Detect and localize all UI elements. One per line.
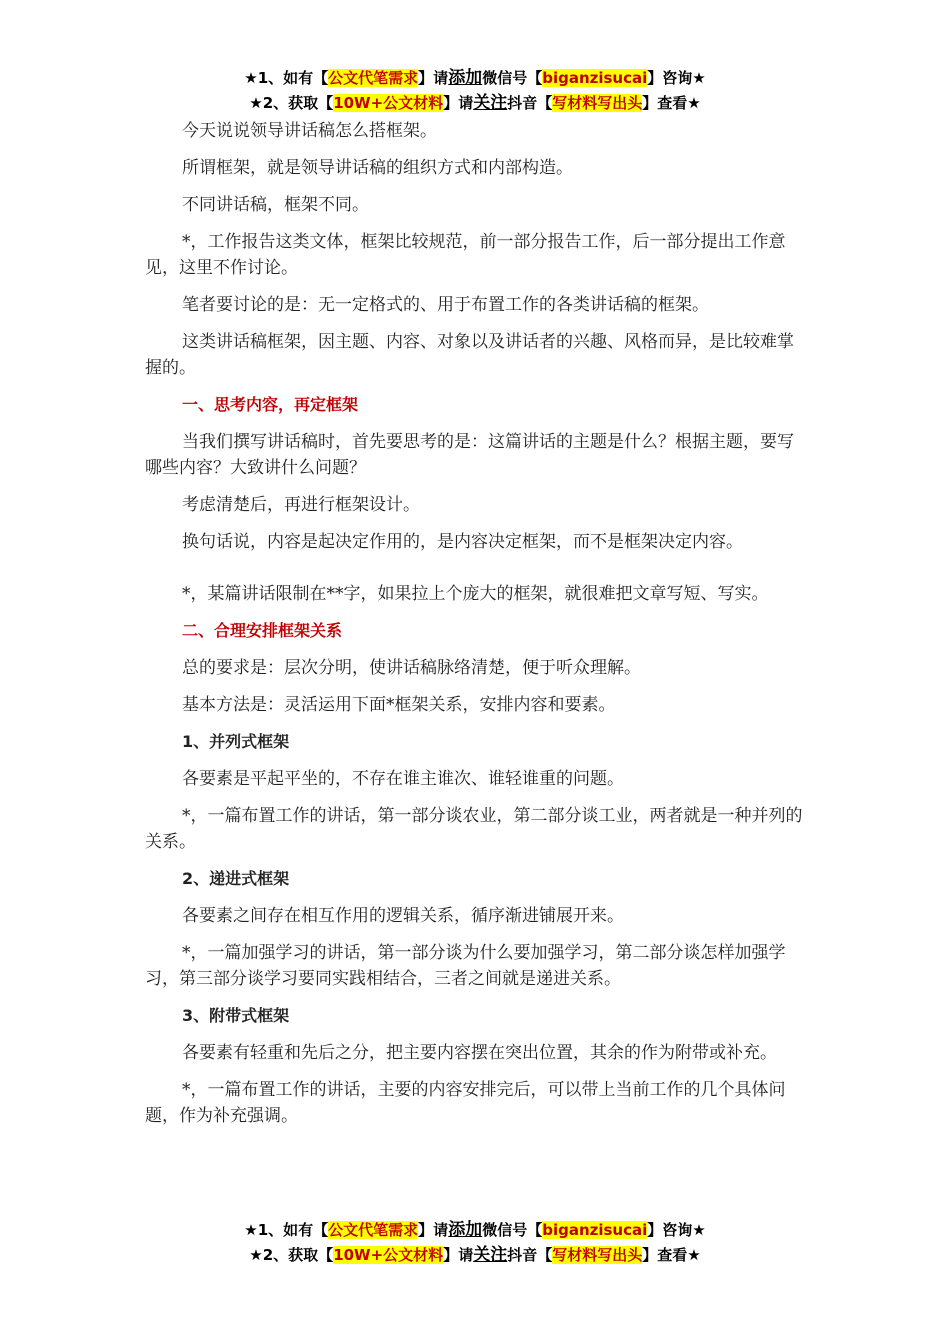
paragraph: *，一篇加强学习的讲话，第一部分谈为什么要加强学习，第二部分谈怎样加强学习，第三部分谈学习要同实践相结合，三者之间就是递进关系。 bbox=[145, 943, 786, 989]
paragraph: 今天说说领导讲话稿怎么搭框架。 bbox=[182, 121, 437, 141]
banner-highlight: biganzisucai bbox=[542, 69, 648, 87]
paragraph: 换句话说，内容是起决定作用的，是内容决定框架，而不是框架决定内容。 bbox=[182, 532, 743, 552]
banner-emphasis: 添加 bbox=[448, 68, 483, 88]
paragraph: *，某篇讲话限制在**字，如果拉上个庞大的框架，就很难把文章写短、写实。 bbox=[182, 584, 769, 604]
banner-highlight: 公文代笔需求 bbox=[328, 69, 419, 87]
section-heading-2: 二、合理安排框架关系 bbox=[182, 621, 343, 640]
banner-highlight: 10W+公文材料 bbox=[333, 94, 444, 112]
paragraph: 各要素是平起平坐的，不存在谁主谁次、谁轻谁重的问题。 bbox=[182, 769, 624, 789]
banner-highlight: 10W+公文材料 bbox=[333, 1246, 444, 1264]
banner-text: ★1、如有【 bbox=[244, 69, 329, 87]
banner-line-2 bbox=[0, 1243, 950, 1268]
banner-highlight: 写材料写出头 bbox=[552, 94, 643, 112]
banner-text: ★2、获取【 bbox=[249, 94, 334, 112]
banner-text: 】查看★ bbox=[642, 94, 701, 112]
paragraph: 这类讲话稿框架，因主题、内容、对象以及讲话者的兴趣、风格而异，是比较难掌握的。 bbox=[145, 332, 794, 378]
banner-text: 微信号【 bbox=[482, 1221, 543, 1239]
banner-text: ★2、获取【 bbox=[249, 1246, 334, 1264]
banner-emphasis: 关注 bbox=[473, 93, 508, 113]
banner-highlight: biganzisucai bbox=[542, 1221, 648, 1239]
paragraph: 总的要求是：层次分明，使讲话稿脉络清楚，便于听众理解。 bbox=[182, 658, 641, 678]
paragraph: 基本方法是：灵活运用下面*框架关系，安排内容和要素。 bbox=[182, 695, 616, 715]
section-heading-1: 一、思考内容，再定框架 bbox=[182, 395, 359, 414]
paragraph: 不同讲话稿，框架不同。 bbox=[182, 195, 369, 215]
banner-line-1 bbox=[0, 1218, 950, 1243]
banner-line-2 bbox=[0, 91, 950, 116]
paragraph: 各要素之间存在相互作用的逻辑关系，循序渐进铺展开来。 bbox=[182, 906, 624, 926]
banner-text: 】咨询★ bbox=[647, 69, 706, 87]
subsection-heading-3: 3、附带式框架 bbox=[182, 1006, 290, 1025]
banner-emphasis: 添加 bbox=[448, 1220, 483, 1240]
paragraph: 所谓框架，就是领导讲话稿的组织方式和内部构造。 bbox=[182, 158, 573, 178]
banner-emphasis: 关注 bbox=[473, 1245, 508, 1265]
bottom-banner bbox=[0, 1218, 950, 1268]
spacer bbox=[145, 555, 810, 581]
banner-text: 】请 bbox=[443, 1246, 474, 1264]
paragraph: 考虑清楚后，再进行框架设计。 bbox=[182, 495, 420, 515]
paragraph: 各要素有轻重和先后之分，把主要内容摆在突出位置，其余的作为附带或补充。 bbox=[182, 1043, 777, 1063]
paragraph: *，一篇布置工作的讲话，第一部分谈农业，第二部分谈工业，两者就是一种并列的关系。 bbox=[145, 806, 803, 852]
subsection-heading-2: 2、递进式框架 bbox=[182, 869, 290, 888]
banner-text: ★1、如有【 bbox=[244, 1221, 329, 1239]
paragraph: *，工作报告这类文体，框架比较规范，前一部分报告工作，后一部分提出工作意见，这里不作讨论。 bbox=[145, 232, 786, 278]
banner-text: 抖音【 bbox=[507, 94, 553, 112]
article-body bbox=[145, 118, 810, 1140]
banner-text: 】查看★ bbox=[642, 1246, 701, 1264]
paragraph: *，一篇布置工作的讲话，主要的内容安排完后，可以带上当前工作的几个具体问题，作为补充强调。 bbox=[145, 1080, 786, 1126]
paragraph: 笔者要讨论的是：无一定格式的、用于布置工作的各类讲话稿的框架。 bbox=[182, 295, 709, 315]
top-banner bbox=[0, 66, 950, 116]
subsection-heading-1: 1、并列式框架 bbox=[182, 732, 290, 751]
banner-text: 】请 bbox=[443, 94, 474, 112]
banner-text: 抖音【 bbox=[507, 1246, 553, 1264]
banner-highlight: 公文代笔需求 bbox=[328, 1221, 419, 1239]
banner-text: 】请 bbox=[418, 1221, 449, 1239]
banner-text: 】请 bbox=[418, 69, 449, 87]
banner-highlight: 写材料写出头 bbox=[552, 1246, 643, 1264]
banner-text: 微信号【 bbox=[482, 69, 543, 87]
banner-text: 】咨询★ bbox=[647, 1221, 706, 1239]
paragraph: 当我们撰写讲话稿时，首先要思考的是：这篇讲话的主题是什么？根据主题，要写哪些内容？大致讲什么问题？ bbox=[145, 432, 794, 478]
banner-line-1 bbox=[0, 66, 950, 91]
